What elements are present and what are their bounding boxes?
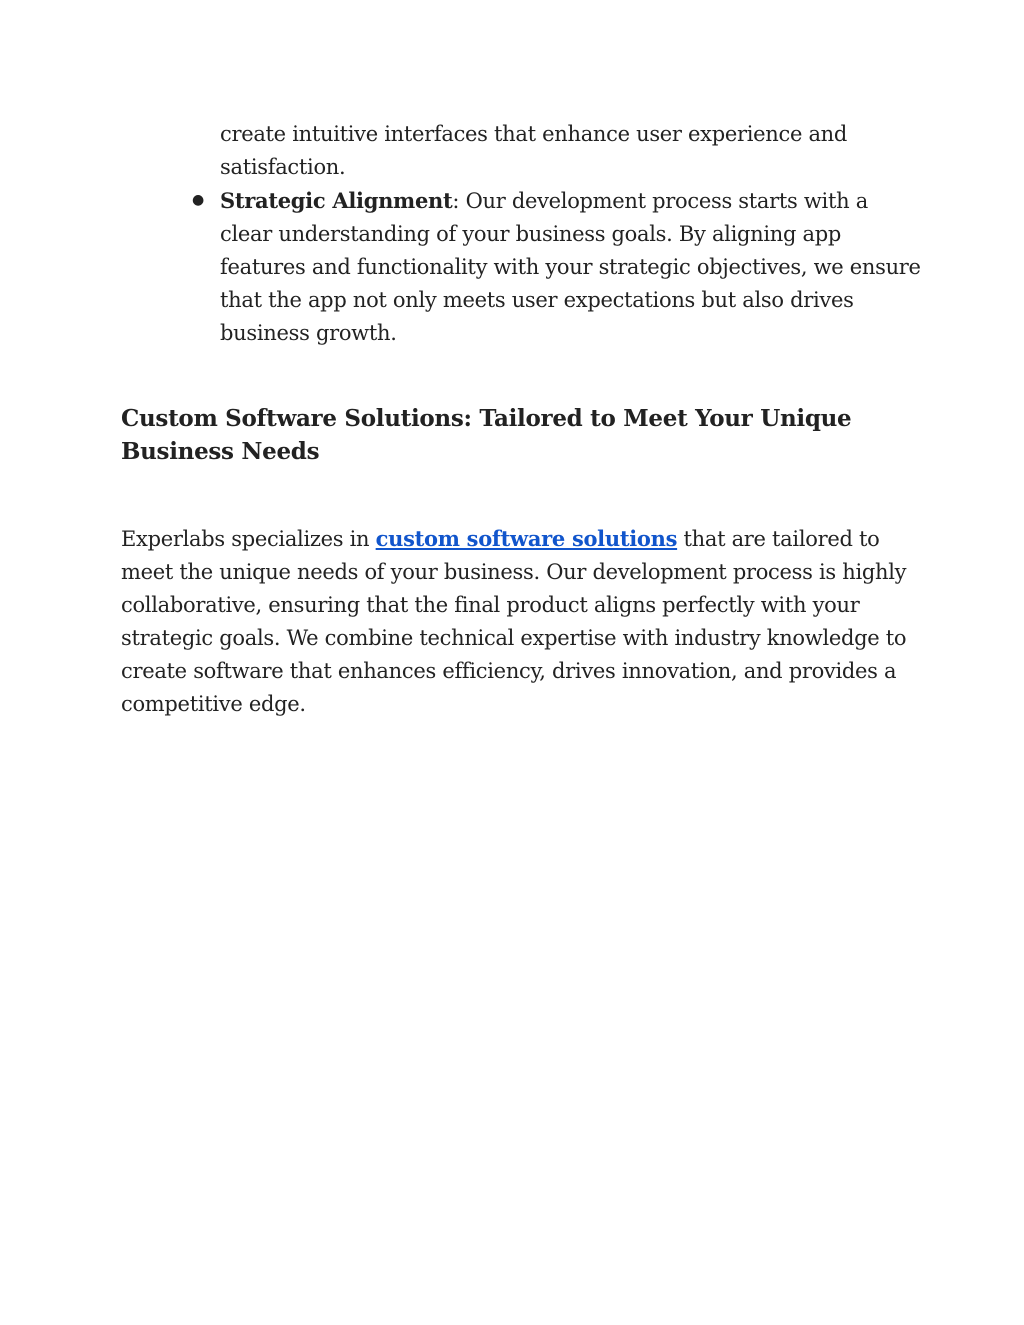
paragraph-text-after-link: that are tailored to meet the unique needs of your business. Our development process is highly collaborative, ensuring that the final product aligns perfectly with your strategic goals. We combine technical expertise with industry knowledge to create software that enhances efficiency, drives innovation, and provides a competitive edge.: [121, 527, 907, 716]
list-item-continuation: [186, 118, 926, 184]
list-item-strategic-alignment: [186, 184, 926, 350]
custom-software-solutions-link[interactable]: custom software solutions: [375, 526, 678, 551]
section-paragraph: [121, 522, 911, 721]
list-item-title: Strategic Alignment: [220, 188, 453, 213]
bullet-icon: ●: [192, 192, 204, 208]
continuation-text: create intuitive interfaces that enhance user experience and satisfaction.: [220, 122, 848, 179]
feature-list: [186, 118, 926, 350]
paragraph-text-before-link: Experlabs specializes in: [121, 527, 376, 551]
section-heading: Custom Software Solutions: Tailored to Meet Your Unique Business Needs: [121, 405, 852, 465]
list-item-separator: :: [452, 189, 460, 213]
list-item-text: Our development process starts with a clear understanding of your business goals. By aligning app features and functionality with your strategic objectives, we ensure that the app not only meets user expectations but also drives business growth.: [220, 189, 921, 345]
